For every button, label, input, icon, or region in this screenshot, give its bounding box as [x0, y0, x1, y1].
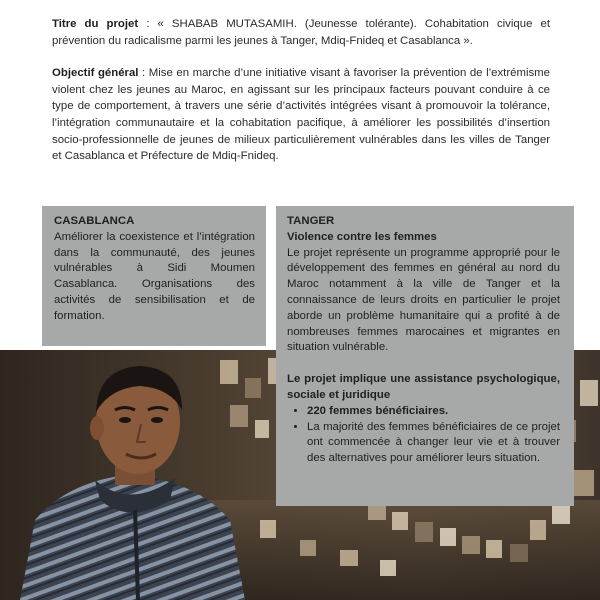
tanger-text: Le projet représente un programme approprié pour le développement des femmes en général au nord du Maroc notamment à la ville de Tanger et la connaissance de leurs droits en particulier le projet aborde un problème humanitaire qui a profité à de nombreuses femmes marocaines et migrantes en situation vulnérable.: [287, 246, 560, 354]
objective-paragraph: [52, 65, 550, 165]
project-title-paragraph: [52, 16, 550, 49]
casablanca-heading: CASABLANCA: [54, 215, 135, 227]
objective-label: Objectif général: [52, 67, 139, 80]
casablanca-text: Améliorer la coexistence et l’intégration dans la communauté, des jeunes vulnérables à Sidi Moumen Casablanca. Organisations des activités de sensibilisation et de formation.: [54, 230, 255, 322]
tanger-box: [276, 206, 574, 506]
tanger-subheading: Violence contre les femmes: [287, 230, 437, 243]
tanger-bullet-beneficiaries: • 220 femmes bénéficiaires.: [307, 404, 560, 420]
objective-text: Mise en marche d’une initiative visant à favoriser la prévention de l’extrémisme violent chez les jeunes au Maroc, en agissant sur les principaux facteurs pouvant conduire à ce type de comportement, à travers une série d’activités intégrées visant à promouvoir la tolérance, l’intégration communautaire et la cohabitation pacifique, à améliorer les possibilités d’insertion socio-professionnelle de jeunes de milieux particulièrement vulnérables dans les villes de Tanger et Casablanca et Préfecture de Mdiq-Fnideq.: [52, 67, 550, 163]
intro-section: [52, 16, 550, 181]
tanger-heading: TANGER: [287, 215, 335, 227]
objective-separator: :: [138, 67, 149, 80]
project-title-label: Titre du projet: [52, 18, 139, 30]
tanger-bullet-outcome: • La majorité des femmes bénéficiaires de ce projet ont commencée à changer leur vie et à trouver des alternatives pour améliorer leurs situation.: [307, 420, 560, 467]
tanger-bullet-list: [287, 404, 560, 467]
tanger-focus-statement: Le projet implique une assistance psychologique, sociale et juridique: [287, 373, 560, 401]
project-title-separator: :: [138, 18, 158, 30]
casablanca-box: [42, 206, 266, 346]
project-title-text: « SHABAB MUTASAMIH. (Jeunesse tolérante). Cohabitation civique et prévention du radicalisme parmi les jeunes à Tanger, Mdiq-Fnideq et Casablanca ».: [52, 18, 550, 47]
